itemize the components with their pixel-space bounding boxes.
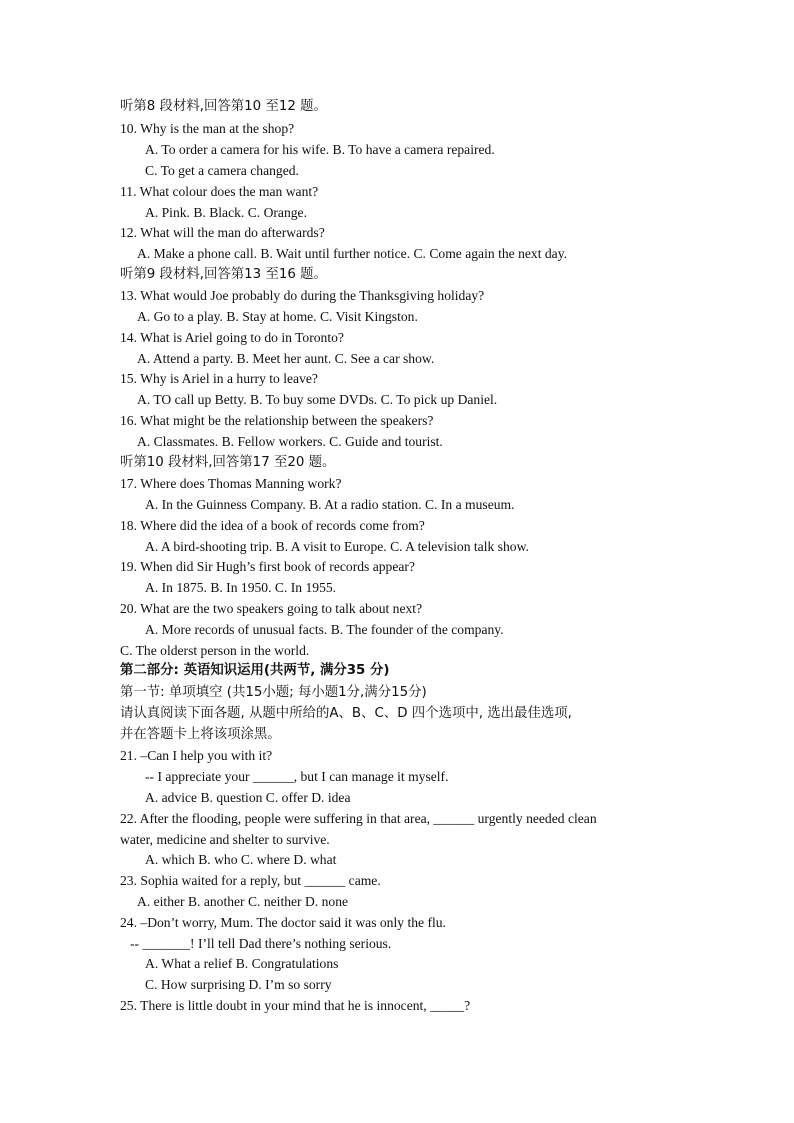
text-line: 11. What colour does the man want? [120, 184, 319, 199]
text-line: A. either B. another C. neither D. none [137, 894, 349, 909]
text-line: 15. Why is Ariel in a hurry to leave? [120, 371, 318, 386]
text-line: A. Go to a play. B. Stay at home. C. Visit Kingston. [137, 309, 418, 324]
text-line: A. What a relief B. Congratulations [145, 956, 339, 971]
text-line: 第二部分: 英语知识运用(共两节, 满分35 分) [120, 663, 390, 678]
text-line: C. The olderst person in the world. [120, 643, 310, 658]
text-line: water, medicine and shelter to survive. [120, 832, 330, 847]
text-line: A. In 1875. B. In 1950. C. In 1955. [145, 580, 337, 595]
text-line: -- I appreciate your ______, but I can manage it myself. [145, 769, 449, 784]
text-line: 10. Why is the man at the shop? [120, 121, 295, 136]
text-line: 22. After the flooding, people were suffering in that area, ______ urgently needed clean [120, 811, 597, 826]
text-line: A. More records of unusual facts. B. The founder of the company. [145, 622, 504, 637]
text-line: A. Classmates. B. Fellow workers. C. Guide and tourist. [137, 434, 443, 449]
text-line: 16. What might be the relationship between the speakers? [120, 413, 434, 428]
text-line: A. TO call up Betty. B. To buy some DVDs. C. To pick up Daniel. [137, 392, 498, 407]
text-line: A. In the Guinness Company. B. At a radio station. C. In a museum. [145, 497, 515, 512]
text-line: 18. Where did the idea of a book of records come from? [120, 518, 425, 533]
text-line: 请认真阅读下面各题, 从题中所给的A、B、C、D 四个选项中, 选出最佳选项, [120, 706, 572, 721]
text-line: A. To order a camera for his wife. B. To have a camera repaired. [145, 142, 495, 157]
text-line: 19. When did Sir Hugh’s first book of records appear? [120, 559, 415, 574]
text-line: 听第9 段材料,回答第13 至16 题。 [120, 267, 327, 282]
text-line: -- _______! I’ll tell Dad there’s nothing serious. [130, 936, 392, 951]
text-line: 第一节: 单项填空 (共15小题; 每小题1分,满分15分) [120, 685, 427, 700]
text-line: 听第10 段材料,回答第17 至20 题。 [120, 455, 336, 470]
text-line: A. A bird-shooting trip. B. A visit to Europe. C. A television talk show. [145, 539, 529, 554]
text-line: C. How surprising D. I’m so sorry [145, 977, 332, 992]
text-line: A. advice B. question C. offer D. idea [145, 790, 351, 805]
text-line: 听第8 段材料,回答第10 至12 题。 [120, 99, 327, 114]
text-line: 20. What are the two speakers going to talk about next? [120, 601, 423, 616]
text-line: 并在答题卡上将该项涂黑。 [120, 727, 281, 742]
text-line: A. Make a phone call. B. Wait until further notice. C. Come again the next day. [137, 246, 568, 261]
text-line: A. Attend a party. B. Meet her aunt. C. See a car show. [137, 351, 435, 366]
text-line: 21. –Can I help you with it? [120, 748, 273, 763]
text-line: 12. What will the man do afterwards? [120, 225, 325, 240]
text-line: 24. –Don’t worry, Mum. The doctor said it was only the flu. [120, 915, 446, 930]
text-line: 14. What is Ariel going to do in Toronto? [120, 330, 344, 345]
text-line: 23. Sophia waited for a reply, but ______ came. [120, 873, 381, 888]
text-line: A. Pink. B. Black. C. Orange. [145, 205, 307, 220]
text-line: 17. Where does Thomas Manning work? [120, 476, 342, 491]
text-line: C. To get a camera changed. [145, 163, 299, 178]
text-line: 25. There is little doubt in your mind that he is innocent, _____? [120, 998, 471, 1013]
text-line: 13. What would Joe probably do during the Thanksgiving holiday? [120, 288, 485, 303]
text-line: A. which B. who C. where D. what [145, 852, 337, 867]
